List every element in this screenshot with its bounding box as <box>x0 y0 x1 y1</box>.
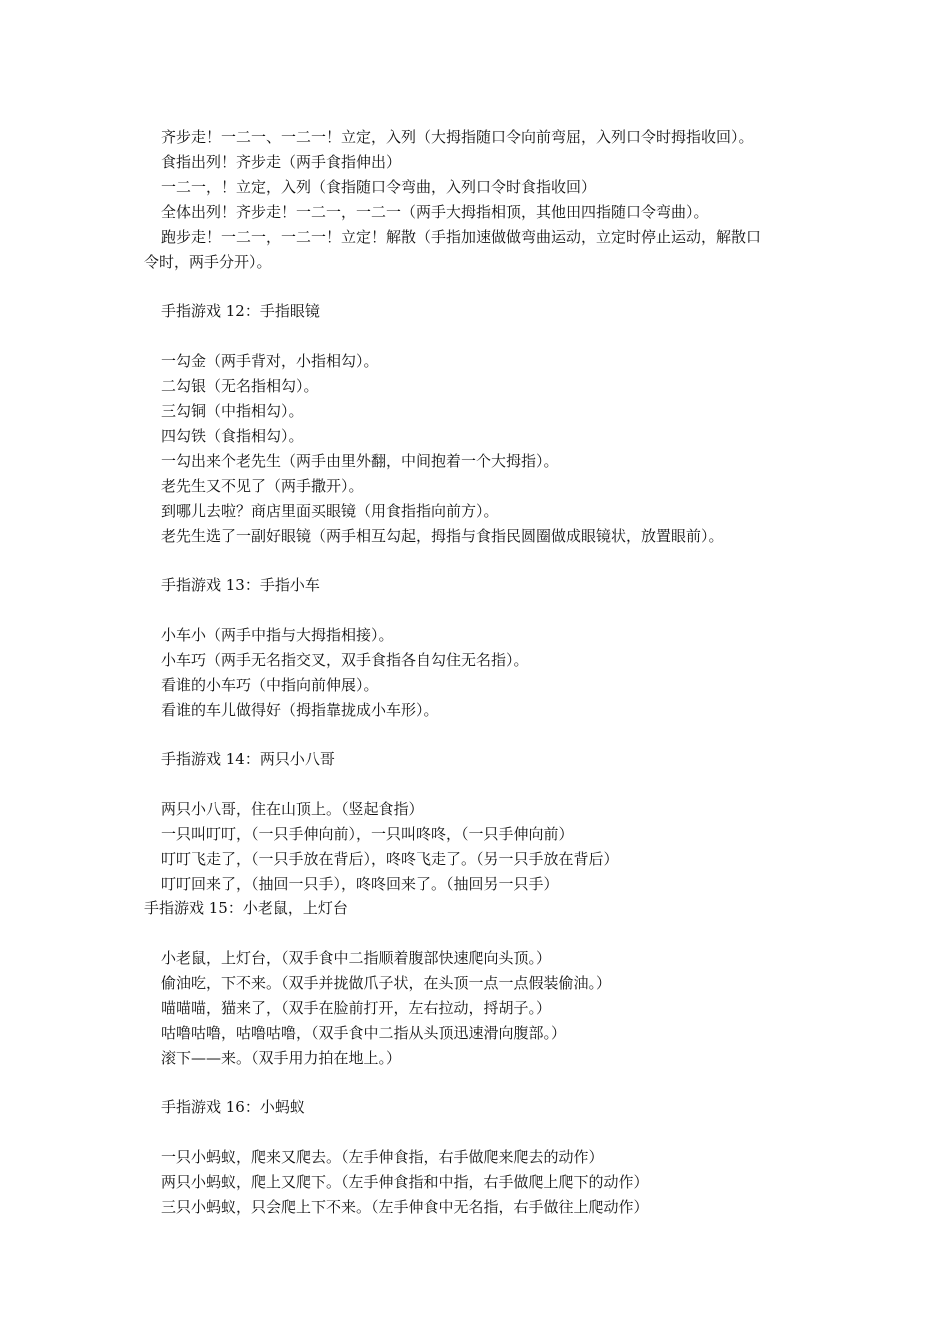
text-line: 令时，两手分开）。 <box>144 253 272 271</box>
section-heading: 手指游戏 14：两只小八哥 <box>161 750 335 768</box>
text-line: 一只叫叮叮，（一只手伸向前），一只叫咚咚，（一只手伸向前） <box>161 825 574 843</box>
text-line: 三勾铜（中指相勾）。 <box>161 402 304 420</box>
text-line: 小车小（两手中指与大拇指相接）。 <box>161 626 394 644</box>
section-heading: 手指游戏 16：小蚂蚁 <box>161 1098 305 1116</box>
text-line: 一勾金（两手背对，小指相勾）。 <box>161 352 379 370</box>
text-line: 喵喵喵，猫来了，（双手在脸前打开，左右拉动，捋胡子。） <box>161 999 552 1017</box>
text-line: 全体出列！齐步走！一二一，一二一（两手大拇指相顶，其他田四指随口令弯曲）。 <box>161 203 709 221</box>
text-line: 老先生又不见了（两手撒开）。 <box>161 477 364 495</box>
text-line: 一勾出来个老先生（两手由里外翻，中间抱着一个大拇指）。 <box>161 452 559 470</box>
text-line: 两只小八哥，住在山顶上。（竖起食指） <box>161 800 424 818</box>
text-line: 看谁的小车巧（中指向前伸展）。 <box>161 676 379 694</box>
text-line: 老先生选了一副好眼镜（两手相互勾起，拇指与食指民圆圈做成眼镜状，放置眼前）。 <box>161 527 724 545</box>
text-line: 小老鼠，上灯台，（双手食中二指顺着腹部快速爬向头顶。） <box>161 949 552 967</box>
section-heading: 手指游戏 12：手指眼镜 <box>161 302 320 320</box>
text-line: 齐步走！一二一、一二一！立定，入列（大拇指随口令向前弯屈，入列口令时拇指收回）。 <box>161 128 754 146</box>
text-line: 食指出列！齐步走（两手食指伸出） <box>161 153 402 171</box>
section-heading: 手指游戏 13：手指小车 <box>161 576 320 594</box>
text-line: 咕噜咕噜，咕噜咕噜，（双手食中二指从头顶迅速滑向腹部。） <box>161 1024 567 1042</box>
text-line: 偷油吃，下不来。（双手并拢做爪子状，在头顶一点一点假装偷油。） <box>161 974 612 992</box>
text-line: 叮叮回来了，（抽回一只手），咚咚回来了。（抽回另一只手） <box>161 875 559 893</box>
text-line: 看谁的车儿做得好（拇指靠拢成小车形）。 <box>161 701 439 719</box>
text-line: 滚下——来。（双手用力拍在地上。） <box>161 1049 402 1067</box>
text-line: 叮叮飞走了，（一只手放在背后），咚咚飞走了。（另一只手放在背后） <box>161 850 619 868</box>
text-line: 三只小蚂蚁，只会爬上下不来。（左手伸食中无名指，右手做往上爬动作） <box>161 1198 649 1216</box>
text-line: 到哪儿去啦？商店里面买眼镜（用食指指向前方）。 <box>161 502 499 520</box>
text-line: 一二一，！立定，入列（食指随口令弯曲，入列口令时食指收回） <box>161 178 597 196</box>
text-line: 两只小蚂蚁，爬上又爬下。（左手伸食指和中指，右手做爬上爬下的动作） <box>161 1173 649 1191</box>
text-line: 小车巧（两手无名指交叉，双手食指各自勾住无名指）。 <box>161 651 529 669</box>
text-line: 二勾银（无名指相勾）。 <box>161 377 319 395</box>
section-heading: 手指游戏 15：小老鼠，上灯台 <box>144 899 348 917</box>
text-line: 一只小蚂蚁，爬来又爬去。（左手伸食指，右手做爬来爬去的动作） <box>161 1148 604 1166</box>
text-line: 跑步走！一二一，一二一！立定！解散（手指加速做做弯曲运动，立定时停止运动，解散口 <box>161 228 762 246</box>
text-line: 四勾铁（食指相勾）。 <box>161 427 304 445</box>
